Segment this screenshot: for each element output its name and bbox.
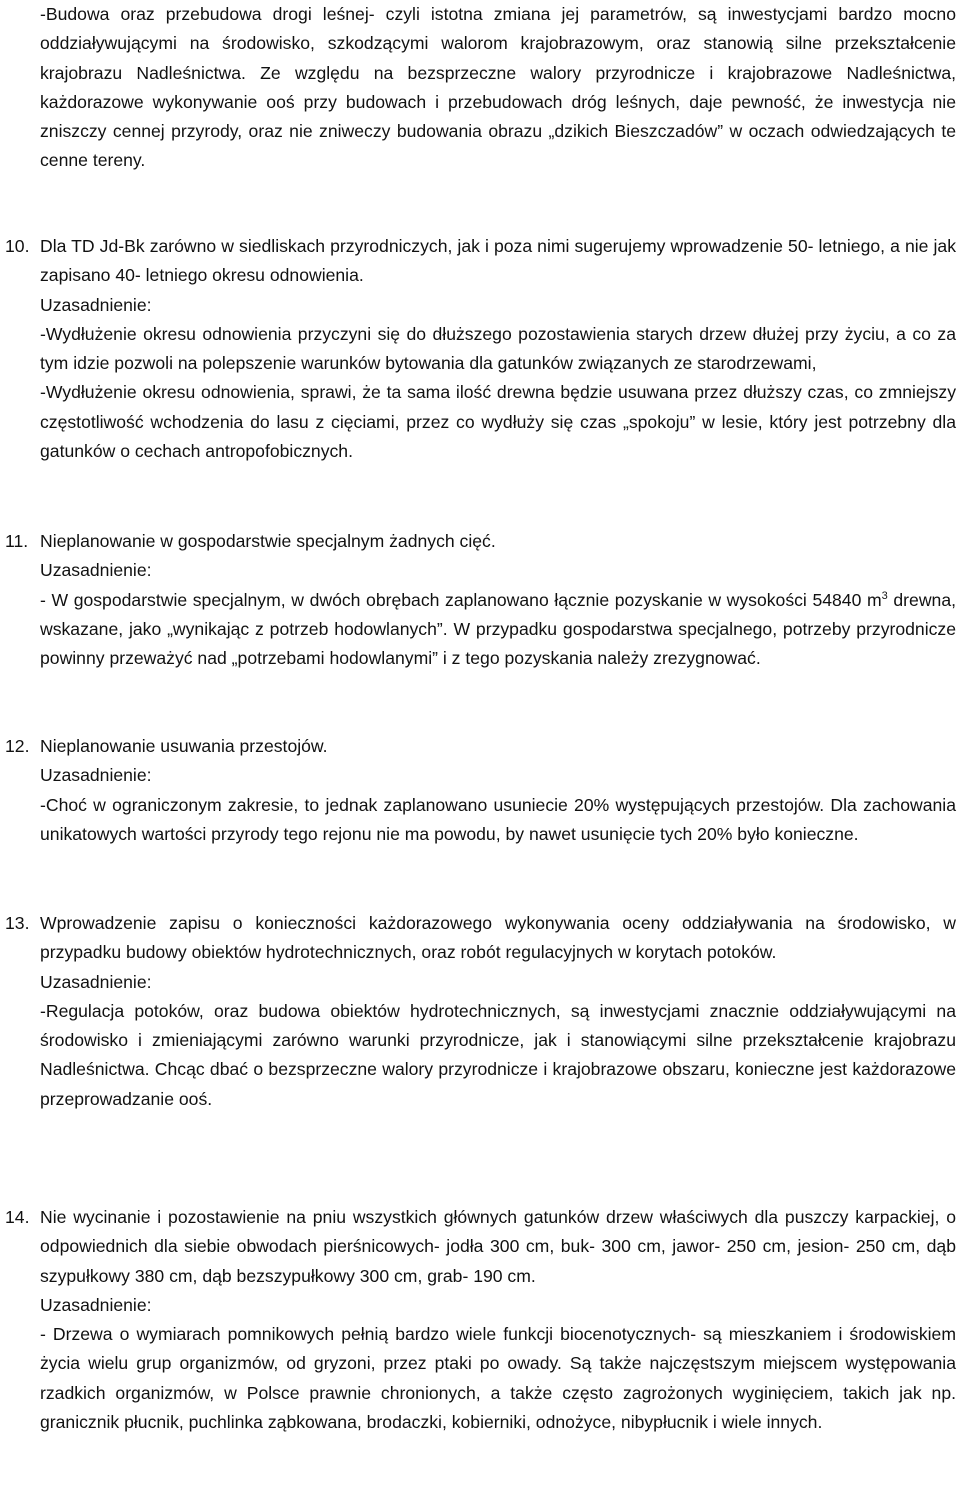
item-number: 10. (5, 236, 30, 256)
item-number: 13. (5, 913, 30, 933)
justification-label: Uzasadnienie: (40, 560, 152, 581)
item-body-paragraph: -Wydłużenie okresu odnowienia, sprawi, że ta sama ilość drewna będzie usuwana przez dłuższy czas, co zmniejszy częstotliwość wchodzenia do lasu z cięciami, przez co wydłuży się czas „spokoju” w lesie, który jest potrzebny dla gatunków o cechach antropofobicznych. (40, 382, 956, 462)
justification-label: Uzasadnienie: (40, 294, 152, 315)
item-body-paragraph: - Drzewa o wymiarach pomnikowych pełnią bardzo wiele funkcji biocenotycznych- są mieszkaniem i środowiskiem życia wielu grup organizmów, od gryzoni, przez ptaki po owady. Są także najczęstszym miejscem występowania rzadkich organizmów, w Polsce prawnie chronionych, a także często zagrożonych wyginięciem, takich jak np. granicznik płucnik, puchlinka ząbkowana, brodaczki, kobierniki, odnożyce, nibypłucnik i wiele innych. (40, 1324, 956, 1433)
item-title: Wprowadzenie zapisu o konieczności każdorazowego wykonywania oceny oddziaływania na środowisko, w przypadku budowy obiektów hydrotechnicznych, oraz robót regulacyjnych w korytach potoków. (40, 913, 956, 963)
item-number: 11. (5, 531, 29, 551)
justification-label: Uzasadnienie: (40, 765, 152, 786)
superscript-cubic: 3 (881, 589, 888, 602)
body-text-post: drewna, wskazane, jako „wynikając z potrzeb hodowlanych”. W przypadku gospodarstwa specjalnego, potrzeby przyrodnicze powinny przeważyć nad „potrzebami hodowlanymi” i z tego pozyskania należy zrezygnować. (40, 589, 956, 669)
body-text-pre: - W gospodarstwie specjalnym, w dwóch obrębach zaplanowano łącznie pozyskanie w wysokości 54840 m (40, 589, 882, 610)
item-body-paragraph: -Wydłużenie okresu odnowienia przyczyni się do dłuższego pozostawienia starych drzew dłużej przy życiu, a co za tym idzie pozwoli na polepszenie warunków bytowania dla gatunków związanych ze starodrzewami, (40, 323, 956, 374)
item-title: Nieplanowanie usuwania przestojów. (40, 736, 328, 756)
item-body-paragraph (40, 586, 956, 674)
item-body-paragraph: -Regulacja potoków, oraz budowa obiektów hydrotechnicznych, są inwestycjami znacznie oddziaływującymi na środowisko i zmieniającymi zarówno warunki przyrodnicze, jak i stanowiącymi silne przekształcenie krajobrazu Nadleśnictwa. Chcąc dbać o bezsprzeczne walory przyrodnicze i krajobrazowe obszaru, konieczne jest każdorazowe przeprowadzanie ooś. (40, 1000, 956, 1109)
item-title: Dla TD Jd-Bk zarówno w siedliskach przyrodniczych, jak i poza nimi sugerujemy wprowadzenie 50- letniego, a nie jak zapisano 40- letniego okresu odnowienia. (40, 236, 956, 286)
item-title: Nie wycinanie i pozostawienie na pniu wszystkich głównych gatunków drzew właściwych dla puszczy karpackiej, o odpowiednich dla siebie obwodach pierśnicowych- jodła 300 cm, buk- 300 cm, jawor- 250 cm, jesion- 250 cm, dąb szypułkowy 380 cm, dąb bezszypułkowy 300 cm, grab- 190 cm. (40, 1207, 956, 1286)
item-number: 14. (5, 1207, 30, 1227)
item-number: 12. (5, 736, 30, 756)
item-title: Nieplanowanie w gospodarstwie specjalnym żadnych cięć. (40, 531, 496, 551)
justification-label: Uzasadnienie: (40, 971, 152, 992)
item-body-paragraph: -Choć w ograniczonym zakresie, to jednak zaplanowano usuniecie 20% występujących przestojów. Dla zachowania unikatowych wartości przyrody tego rejonu nie ma powodu, by nawet usunięcie tych 20% było konieczne. (40, 794, 956, 844)
intro-paragraph: -Budowa oraz przebudowa drogi leśnej- czyli istotna zmiana jej parametrów, są inwestycjami bardzo mocno oddziaływującymi na środowisko, szkodzącymi walorom krajobrazowym, oraz stanowią silne przekształcenie krajobrazu Nadleśnictwa. Ze względu na bezsprzeczne walory przyrodnicze i krajobrazowe Nadleśnictwa, każdorazowe wykonywanie ooś przy budowach i przebudowach dróg leśnych, daje pewność, że inwestycja nie zniszczy cennej przyrody, oraz nie zniweczy budowania obrazu „dzikich Bieszczadów” w oczach odwiedzających te cenne tereny. (40, 4, 956, 171)
justification-label: Uzasadnienie: (40, 1294, 152, 1315)
